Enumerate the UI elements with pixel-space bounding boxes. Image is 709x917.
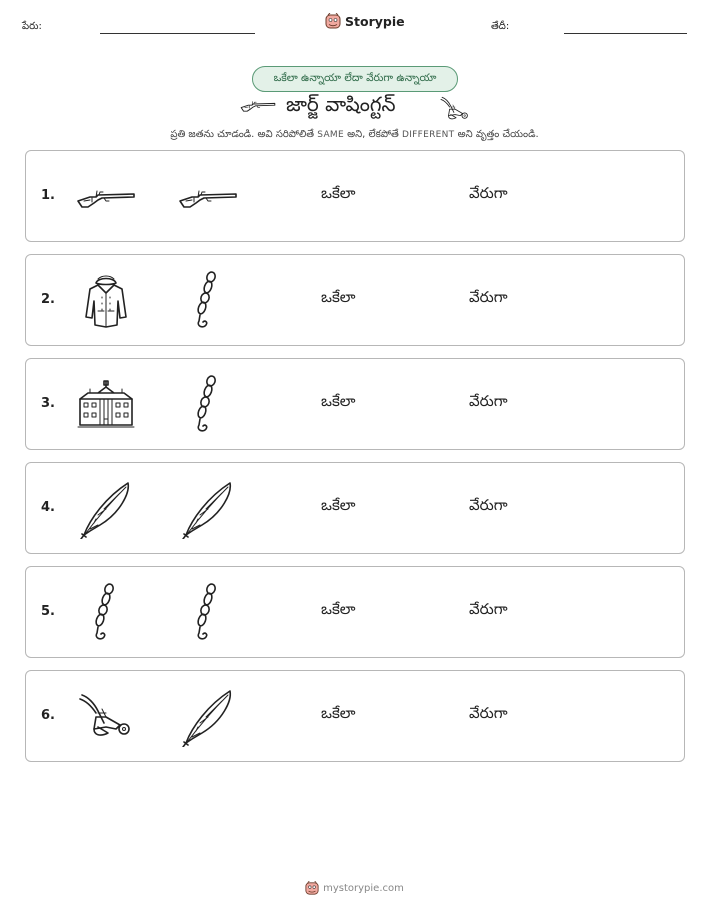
subtitle-pill: ఒకేలా ఉన్నాయా లేదా వేరుగా ఉన్నాయా (252, 66, 458, 92)
question-row-6 (25, 670, 685, 762)
colonial-coat-icon (76, 271, 136, 331)
different-option[interactable]: వేరుగా (469, 184, 508, 202)
different-option[interactable]: వేరుగా (469, 704, 508, 722)
chain-icon (178, 271, 238, 331)
page-title: జార్జ్ వాషింగ్టన్ (286, 92, 396, 116)
instructions (0, 128, 709, 142)
same-option[interactable]: ఒకేలా (321, 496, 356, 514)
instructions-part3: అని వృత్తం చేయండి. (454, 129, 539, 140)
different-option[interactable]: వేరుగా (469, 392, 508, 410)
footer (0, 881, 709, 895)
different-option[interactable]: వేరుగా (469, 600, 508, 618)
instructions-part2: అని, లేకపోతే (343, 129, 402, 140)
musket-icon (178, 167, 238, 227)
plow-icon (438, 93, 472, 121)
row-number: 3. (41, 396, 55, 411)
storypie-mascot-icon (305, 881, 319, 895)
same-option[interactable]: ఒకేలా (321, 392, 356, 410)
chain-icon (178, 375, 238, 435)
name-label: పేరు: (22, 21, 42, 32)
question-row-3 (25, 358, 685, 450)
question-row-1 (25, 150, 685, 242)
different-option[interactable]: వేరుగా (469, 496, 508, 514)
musket-icon (76, 167, 136, 227)
instructions-part1: ప్రతి జతను చూడండి. అవి సరిపోలితే (170, 129, 318, 140)
row-number: 6. (41, 708, 55, 723)
same-option[interactable]: ఒకేలా (321, 704, 356, 722)
chain-icon (178, 583, 238, 643)
row-number: 2. (41, 292, 55, 307)
same-option[interactable]: ఒకేలా (321, 184, 356, 202)
same-option[interactable]: ఒకేలా (321, 600, 356, 618)
quill-pen-icon (76, 479, 136, 539)
instructions-different: DIFFERENT (401, 130, 455, 140)
brand-name: Storypie (345, 13, 405, 29)
instructions-same: SAME (317, 130, 344, 140)
date-field[interactable] (564, 33, 687, 34)
date-label: తేదీ: (491, 21, 510, 32)
name-field[interactable] (100, 33, 255, 34)
row-number: 5. (41, 604, 55, 619)
question-row-5 (25, 566, 685, 658)
quill-pen-icon (178, 479, 238, 539)
footer-site[interactable]: mystorypie.com (323, 882, 404, 894)
chain-icon (76, 583, 136, 643)
mansion-icon (76, 375, 136, 435)
question-row-4 (25, 462, 685, 554)
quill-pen-icon (178, 687, 238, 747)
title-row (0, 92, 709, 122)
musket-icon (240, 98, 276, 116)
row-number: 4. (41, 500, 55, 515)
storypie-logo (325, 13, 405, 29)
different-option[interactable]: వేరుగా (469, 288, 508, 306)
storypie-mascot-icon (325, 13, 341, 29)
row-number: 1. (41, 188, 55, 203)
plow-icon (76, 687, 136, 747)
same-option[interactable]: ఒకేలా (321, 288, 356, 306)
question-row-2 (25, 254, 685, 346)
